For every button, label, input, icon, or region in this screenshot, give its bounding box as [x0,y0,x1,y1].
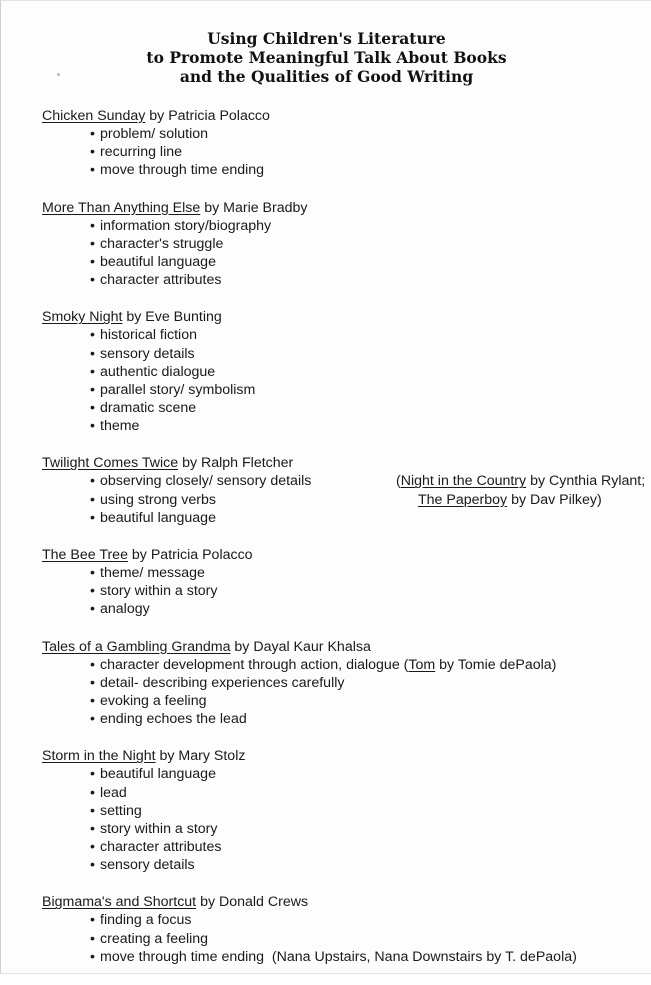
bullet-icon: • [90,857,95,874]
book-entry-tales-of-a-gambling-grandma [42,638,642,729]
book-entry-more-than-anything-else [42,199,642,290]
item-text: creating a feeling [100,930,209,947]
bullet-icon: • [90,272,95,289]
item-text: problem/ solution [100,126,209,142]
item-text: story within a story [100,820,218,837]
list-item [90,472,646,490]
bullet-icon: • [90,948,95,965]
list-item [90,600,642,618]
book-heading [42,454,642,472]
item-text: parallel story/ symbolism [100,381,256,398]
list-item [90,656,642,674]
list-item [90,491,642,509]
item-text: beautiful language [100,766,216,783]
document-title [1,29,651,86]
book-entry-twilight-comes-twice [42,454,646,527]
book-author: by Eve Bunting [122,309,222,326]
quality-list [90,472,646,527]
item-text: analogy [100,601,150,618]
list-item [90,802,642,820]
bullet-icon: • [90,656,95,673]
book-heading [42,546,642,564]
item-text: information story/biography [100,217,272,234]
related-books-note [396,472,645,490]
book-heading [42,747,642,765]
list-item [90,326,642,344]
list-item [90,217,642,235]
book-title: Smoky Night [42,309,123,326]
book-heading [42,638,642,656]
item-text: sensory details [100,345,195,362]
list-item [90,125,642,143]
book-title: Chicken Sunday [42,108,146,124]
bullet-icon: • [90,217,95,234]
bullet-icon: • [90,784,95,801]
book-entry-chicken-sunday [42,107,642,180]
item-text: beautiful language [100,253,216,270]
bullet-icon: • [90,766,95,783]
bullet-icon: • [90,491,95,508]
item-text: evoking a feeling [100,692,207,709]
book-heading [42,107,642,125]
bullet-icon: • [90,692,95,709]
book-author: by Patricia Polacco [127,547,253,563]
list-item [90,710,642,728]
list-item [90,363,642,381]
item-text: sensory details [100,857,195,874]
item-text: character's struggle [100,235,224,252]
bullet-icon: • [90,400,95,417]
item-text: character attributes [100,272,222,289]
bullet-icon: • [90,235,95,252]
book-entry-storm-in-the-night [42,747,642,874]
book-title: Tales of a Gambling Grandma [42,638,231,655]
list-item [90,820,642,838]
list-item [90,417,642,435]
bullet-icon: • [90,930,95,947]
book-author: by Donald Crews [196,894,309,911]
bullet-icon: • [90,345,95,362]
bullet-icon: • [90,711,95,728]
list-item [90,674,642,692]
item-text: character attributes [100,839,222,856]
book-heading [42,893,642,911]
item-text: character development through action, dialogue [100,656,400,673]
list-item [90,856,642,874]
bullet-icon: • [90,144,95,161]
book-entry-the-bee-tree [42,546,642,619]
related-books-note-line-2 [418,491,602,509]
bullet-icon: • [90,327,95,344]
book-heading [42,199,642,217]
book-entry-smoky-night [42,308,642,435]
item-text: move through time ending [100,948,265,965]
title-line-1: Using Children's Literature [207,29,446,48]
related-book-author: by Dav Pilkey) [507,491,602,508]
book-author: by Marie Bradby [200,199,308,216]
book-title: Bigmama's and Shortcut [42,894,197,911]
item-text: dramatic scene [100,400,197,417]
item-text: authentic dialogue [100,363,216,380]
item-text: move through time ending [100,162,265,179]
item-text: setting [100,802,142,819]
book-title: Storm in the Night [42,748,156,765]
note-paren: ( [396,473,401,490]
quality-list [90,217,642,290]
list-item [90,345,642,363]
list-item [90,582,642,600]
related-book-title: The Paperboy [418,491,508,508]
list-item [90,564,642,582]
bullet-icon: • [90,363,95,380]
bullet-icon: • [90,162,95,179]
bullet-icon: • [90,820,95,837]
bullet-icon: • [90,565,95,581]
item-text: story within a story [100,583,218,600]
bullet-icon: • [90,601,95,618]
bullet-icon: • [90,381,95,398]
title-line-2: to Promote Meaningful Talk About Books [146,48,507,67]
list-item [90,381,642,399]
list-item [90,143,642,161]
book-title: The Bee Tree [42,547,128,563]
list-item [90,253,642,271]
list-item [90,911,642,929]
bullet-icon: • [90,912,95,929]
bullet-icon: • [90,839,95,856]
book-author: by Dayal Kaur Khalsa [230,638,371,655]
list-item [90,161,642,179]
quality-list [90,765,642,874]
quality-list [90,326,642,435]
bullet-icon: • [90,473,95,490]
list-item [90,838,642,856]
list-item [90,271,642,289]
related-book-title: Night in the Country [400,473,527,490]
bullet-icon: • [90,583,95,600]
list-item [90,948,642,966]
item-text: detail- describing experiences carefully [100,674,345,691]
book-author: by Patricia Polacco [145,108,270,124]
bullet-icon: • [90,253,95,270]
quality-list [90,125,642,180]
bullet-icon: • [90,674,95,691]
item-text: ending echoes the lead [100,711,247,728]
book-title: More Than Anything Else [42,199,201,216]
related-books-note: (Nana Upstairs, Nana Downstairs by T. dePaola) [264,948,577,965]
list-item [90,765,642,783]
list-item [90,509,642,527]
quality-list [90,564,642,619]
item-text: finding a focus [100,912,192,929]
book-author: by Mary Stolz [155,748,246,765]
quality-list [90,911,642,966]
list-item [90,235,642,253]
item-text: observing closely/ sensory details [100,473,312,490]
related-book-title: Tom [408,656,436,673]
title-line-3: and the Qualities of Good Writing [179,67,474,86]
quality-list [90,656,642,729]
item-text: beautiful language [100,509,216,526]
bullet-icon: • [90,509,95,526]
list-item [90,692,642,710]
book-author: by Ralph Fletcher [178,455,294,472]
book-title: Twilight Comes Twice [42,455,179,472]
related-book-author: by Tomie dePaola) [435,656,557,673]
item-text: recurring line [100,144,183,161]
bullet-icon: • [90,126,95,142]
list-item [90,930,642,948]
list-item [90,784,642,802]
bullet-icon: • [90,418,95,435]
item-text: theme [100,418,140,435]
book-entry-bigmamas-and-shortcut [42,893,642,966]
bullet-icon: • [90,802,95,819]
related-book-author: by Cynthia Rylant; [526,473,646,490]
item-text: theme/ message [100,565,205,581]
list-item [90,399,642,417]
item-text: using strong verbs [100,491,216,508]
item-text: historical fiction [100,327,197,344]
item-text: lead [100,784,127,801]
book-heading [42,308,642,326]
inline-note-paren: ( [399,656,409,673]
book-list [42,107,646,985]
